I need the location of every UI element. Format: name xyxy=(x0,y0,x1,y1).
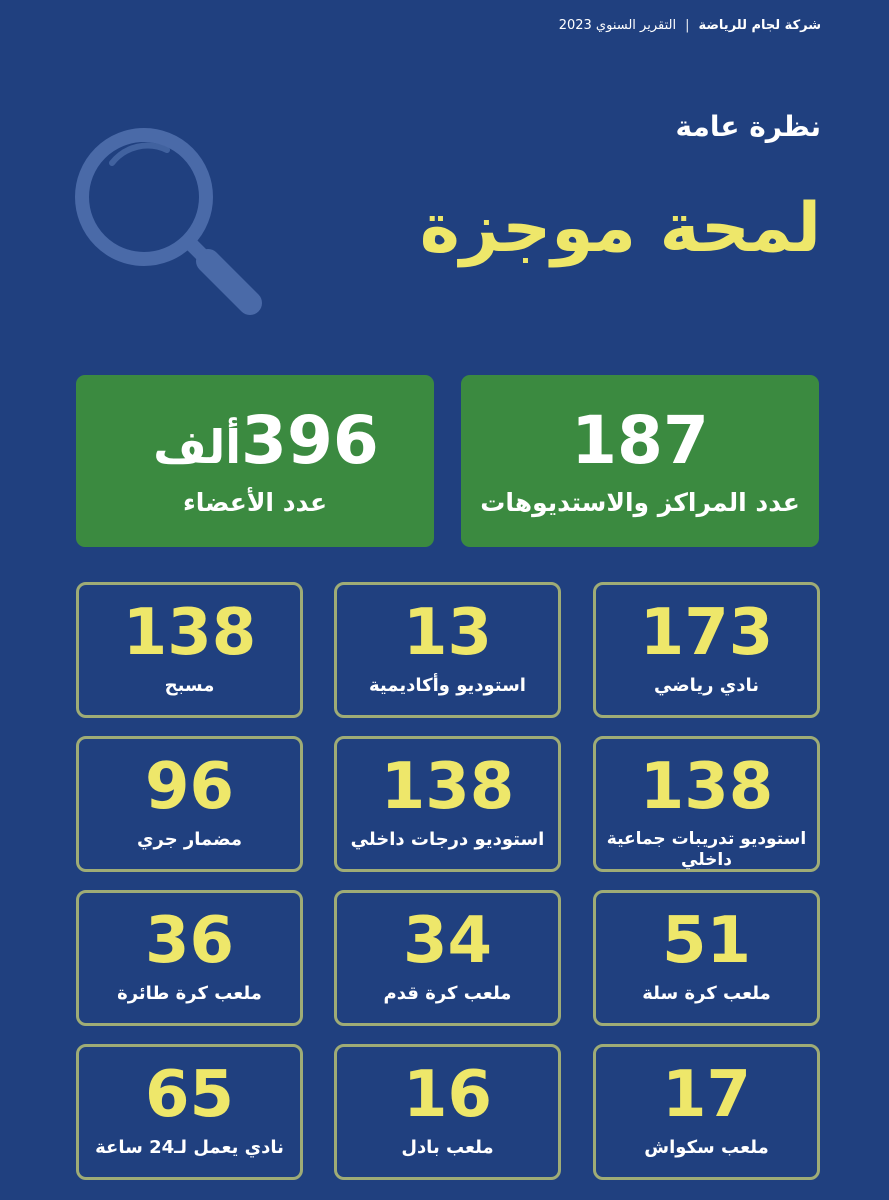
stat-label: استوديو تدريبات جماعية داخلي xyxy=(606,829,807,871)
stat-card xyxy=(593,736,820,872)
stat-label: استوديو وأكاديمية xyxy=(369,675,526,696)
report-header xyxy=(559,18,821,33)
stat-value: 138 xyxy=(380,750,515,824)
stat-card xyxy=(593,890,820,1026)
header-separator: | xyxy=(685,18,690,33)
stat-value: 17 xyxy=(661,1058,752,1132)
stat-value: 173 xyxy=(639,596,774,670)
company-name: شركة لجام للرياضة xyxy=(698,18,821,33)
stat-value: 13 xyxy=(402,596,493,670)
stat-card xyxy=(334,582,561,718)
stat-card xyxy=(76,1044,303,1180)
stat-label: نادي رياضي xyxy=(654,675,760,696)
stat-card xyxy=(593,1044,820,1180)
stat-card xyxy=(334,1044,561,1180)
stat-value: 34 xyxy=(402,904,493,978)
stat-value: 96 xyxy=(144,750,235,824)
highlight-members-card xyxy=(76,375,434,547)
highlight-value xyxy=(131,402,379,480)
report-title: التقرير السنوي 2023 xyxy=(558,18,677,33)
stat-value: 16 xyxy=(402,1058,493,1132)
stat-value: 51 xyxy=(661,904,752,978)
highlight-unit: ألف xyxy=(153,420,242,475)
stat-label: ملعب كرة سلة xyxy=(642,983,771,1004)
highlight-number: 187 xyxy=(571,402,709,480)
stat-label: مسبح xyxy=(164,675,215,696)
stat-value: 138 xyxy=(639,750,774,824)
magnifier-icon xyxy=(72,125,272,325)
stat-label: ملعب كرة طائرة xyxy=(117,983,262,1004)
highlight-label: عدد الأعضاء xyxy=(182,487,328,517)
stat-card xyxy=(76,736,303,872)
highlight-centers-card xyxy=(461,375,819,547)
stat-label: استوديو درجات داخلي xyxy=(350,829,545,850)
stat-card xyxy=(334,736,561,872)
section-title: لمحة موجزة xyxy=(419,189,821,268)
section-subtitle: نظرة عامة xyxy=(675,110,821,143)
stat-value: 65 xyxy=(144,1058,235,1132)
stat-card xyxy=(76,582,303,718)
stat-card xyxy=(334,890,561,1026)
stat-label: ملعب كرة قدم xyxy=(383,983,512,1004)
highlight-value xyxy=(571,402,709,480)
stat-value: 36 xyxy=(144,904,235,978)
highlight-number: 396 xyxy=(241,402,379,480)
stat-label: نادي يعمل لـ24 ساعة xyxy=(95,1137,284,1158)
highlight-label: عدد المراكز والاستديوهات xyxy=(480,487,800,517)
stat-value: 138 xyxy=(122,596,257,670)
stat-card xyxy=(76,890,303,1026)
stat-label: مضمار جري xyxy=(137,829,243,850)
stat-label: ملعب بادل xyxy=(401,1137,494,1158)
stat-label: ملعب سكواش xyxy=(644,1137,769,1158)
stat-card xyxy=(593,582,820,718)
